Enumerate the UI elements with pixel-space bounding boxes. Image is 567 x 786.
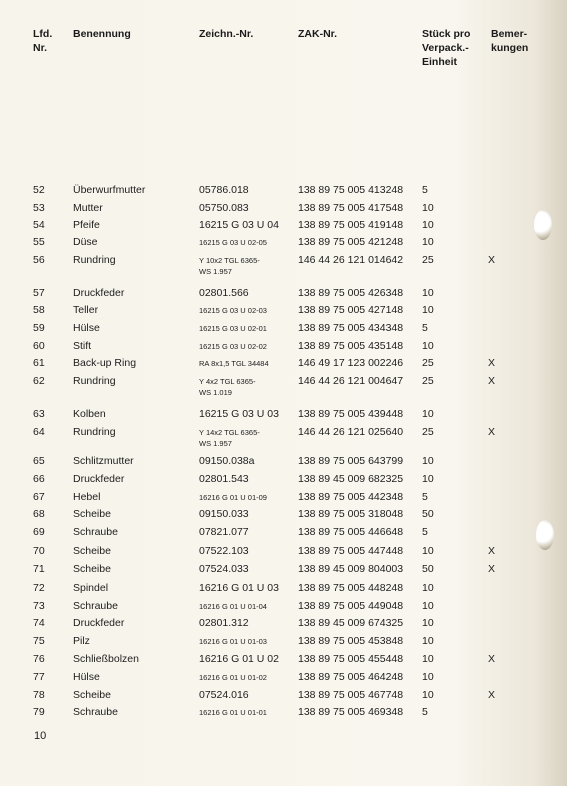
quantity-per-package: 25 (422, 254, 434, 266)
punch-hole-top (534, 210, 552, 240)
drawing-number: Y 10x2 TGL 6365- (199, 256, 260, 265)
quantity-per-package: 10 (422, 236, 434, 248)
drawing-number: 02801.543 (199, 473, 249, 485)
table-row (0, 426, 567, 448)
header-zak-nr: ZAK-Nr. (298, 28, 338, 40)
remark-mark: X (488, 563, 496, 575)
zak-number: 138 89 75 005 318048 (298, 508, 404, 520)
table-row (0, 236, 567, 252)
row-number: 56 (33, 254, 45, 266)
zak-number: 138 89 75 005 453848 (298, 635, 404, 647)
zak-number: 138 89 75 005 455448 (298, 653, 404, 665)
zak-number: 138 89 45 009 674325 (298, 617, 404, 629)
table-row (0, 563, 567, 579)
drawing-number: 02801.312 (199, 617, 249, 629)
part-name: Schraube (73, 600, 118, 612)
drawing-number: 16215 G 03 U 04 (199, 219, 279, 231)
drawing-number: 16216 G 01 U 01-02 (199, 673, 267, 682)
table-row (0, 600, 567, 616)
punch-hole-bottom (536, 520, 554, 550)
drawing-number-continued: WS 1.957 (199, 267, 232, 276)
zak-number: 138 89 75 005 421248 (298, 236, 404, 248)
part-name: Rundring (73, 426, 116, 438)
zak-number: 146 44 26 121 004647 (298, 375, 404, 387)
remark-mark: X (488, 653, 496, 665)
row-number: 59 (33, 322, 45, 334)
remark-mark: X (488, 357, 496, 369)
drawing-number: 16216 G 01 U 01-01 (199, 708, 267, 717)
table-row (0, 526, 567, 542)
row-number: 68 (33, 508, 45, 520)
table-row (0, 706, 567, 722)
quantity-per-package: 50 (422, 563, 434, 575)
row-number: 63 (33, 408, 45, 420)
quantity-per-package: 25 (422, 357, 434, 369)
remark-mark: X (488, 426, 496, 438)
part-name: Rundring (73, 375, 116, 387)
remark-mark: X (488, 689, 496, 701)
zak-number: 138 89 75 005 413248 (298, 184, 404, 196)
row-number: 67 (33, 491, 45, 503)
quantity-per-package: 10 (422, 600, 434, 612)
drawing-number: 16215 G 03 U 02-02 (199, 342, 267, 351)
drawing-number: 07524.033 (199, 563, 249, 575)
part-name: Scheibe (73, 689, 111, 701)
table-row (0, 689, 567, 705)
drawing-number: Y 14x2 TGL 6365- (199, 428, 260, 437)
quantity-per-package: 10 (422, 304, 434, 316)
part-name: Scheibe (73, 508, 111, 520)
part-name: Mutter (73, 202, 103, 214)
part-name: Pilz (73, 635, 90, 647)
quantity-per-package: 10 (422, 617, 434, 629)
row-number: 69 (33, 526, 45, 538)
table-row (0, 254, 567, 276)
quantity-per-package: 10 (422, 582, 434, 594)
row-number: 65 (33, 455, 45, 467)
row-number: 71 (33, 563, 45, 575)
drawing-number: 16215 G 03 U 03 (199, 408, 279, 420)
row-number: 64 (33, 426, 45, 438)
zak-number: 138 89 75 005 448248 (298, 582, 404, 594)
part-name: Kolben (73, 408, 106, 420)
row-number: 58 (33, 304, 45, 316)
row-number: 62 (33, 375, 45, 387)
quantity-per-package: 10 (422, 219, 434, 231)
drawing-number: 16215 G 03 U 02-05 (199, 238, 267, 247)
drawing-number: 16216 G 01 U 01-03 (199, 637, 267, 646)
quantity-per-package: 10 (422, 473, 434, 485)
quantity-per-package: 10 (422, 653, 434, 665)
table-row (0, 340, 567, 356)
zak-number: 146 44 26 121 025640 (298, 426, 404, 438)
page-number: 10 (34, 730, 47, 742)
quantity-per-package: 5 (422, 706, 428, 718)
header-lfd-nr: Lfd. Nr. (33, 28, 53, 54)
zak-number: 138 89 75 005 449048 (298, 600, 404, 612)
zak-number: 138 89 75 005 446648 (298, 526, 404, 538)
drawing-number: 05750.083 (199, 202, 249, 214)
part-name: Pfeife (73, 219, 100, 231)
quantity-per-package: 25 (422, 426, 434, 438)
quantity-per-package: 10 (422, 671, 434, 683)
header-bemerkungen: Bemer- kungen (491, 28, 529, 54)
drawing-number: 16216 G 01 U 02 (199, 653, 279, 665)
drawing-number: Y 4x2 TGL 6365- (199, 377, 256, 386)
table-row (0, 408, 567, 424)
table-row (0, 653, 567, 669)
row-number: 54 (33, 219, 45, 231)
zak-number: 138 89 75 005 426348 (298, 287, 404, 299)
table-row (0, 219, 567, 235)
part-name: Scheibe (73, 563, 111, 575)
drawing-number: RA 8x1,5 TGL 34484 (199, 359, 269, 368)
row-number: 74 (33, 617, 45, 629)
row-number: 53 (33, 202, 45, 214)
row-number: 55 (33, 236, 45, 248)
quantity-per-package: 10 (422, 545, 434, 557)
quantity-per-package: 10 (422, 689, 434, 701)
drawing-number: 16216 G 01 U 01-04 (199, 602, 267, 611)
row-number: 72 (33, 582, 45, 594)
part-name: Schraube (73, 526, 118, 538)
part-name: Teller (73, 304, 99, 316)
quantity-per-package: 5 (422, 491, 428, 503)
remark-mark: X (488, 375, 496, 387)
part-name: Hülse (73, 671, 100, 683)
table-row (0, 304, 567, 320)
zak-number: 138 89 75 005 439448 (298, 408, 404, 420)
table-row (0, 473, 567, 489)
row-number: 78 (33, 689, 45, 701)
part-name: Düse (73, 236, 98, 248)
quantity-per-package: 10 (422, 455, 434, 467)
quantity-per-package: 10 (422, 287, 434, 299)
part-name: Spindel (73, 582, 109, 594)
zak-number: 138 89 75 005 442348 (298, 491, 404, 503)
quantity-per-package: 10 (422, 340, 434, 352)
row-number: 75 (33, 635, 45, 647)
part-name: Back-up Ring (73, 357, 137, 369)
table-row (0, 545, 567, 561)
table-row (0, 375, 567, 397)
table-row (0, 287, 567, 303)
zak-number: 138 89 75 005 435148 (298, 340, 404, 352)
drawing-number-continued: WS 1.019 (199, 388, 232, 397)
table-row (0, 202, 567, 218)
part-name: Schließbolzen (73, 653, 139, 665)
zak-number: 138 89 75 005 434348 (298, 322, 404, 334)
table-row (0, 322, 567, 338)
quantity-per-package: 10 (422, 202, 434, 214)
table-row (0, 491, 567, 507)
table-row (0, 582, 567, 598)
table-row (0, 635, 567, 651)
part-name: Hülse (73, 322, 100, 334)
zak-number: 146 49 17 123 002246 (298, 357, 404, 369)
table-row (0, 508, 567, 524)
part-name: Schraube (73, 706, 118, 718)
part-name: Scheibe (73, 545, 111, 557)
header-stueck-pro-einheit: Stück pro Verpack.- Einheit (422, 28, 471, 68)
zak-number: 146 44 26 121 014642 (298, 254, 404, 266)
quantity-per-package: 5 (422, 322, 428, 334)
drawing-number: 07524.016 (199, 689, 249, 701)
drawing-number: 02801.566 (199, 287, 249, 299)
zak-number: 138 89 75 005 467748 (298, 689, 404, 701)
part-name: Hebel (73, 491, 101, 503)
header-benennung: Benennung (73, 28, 131, 40)
part-name: Schlitzmutter (73, 455, 134, 467)
drawing-number: 09150.038a (199, 455, 255, 467)
table-row (0, 671, 567, 687)
drawing-number: 07522.103 (199, 545, 249, 557)
table-row (0, 617, 567, 633)
table-row (0, 357, 567, 373)
part-name: Überwurfmutter (73, 184, 146, 196)
zak-number: 138 89 75 005 417548 (298, 202, 404, 214)
quantity-per-package: 5 (422, 184, 428, 196)
part-name: Stift (73, 340, 92, 352)
drawing-number: 05786.018 (199, 184, 249, 196)
row-number: 70 (33, 545, 45, 557)
table-row (0, 184, 567, 200)
table-row (0, 455, 567, 471)
row-number: 61 (33, 357, 45, 369)
part-name: Rundring (73, 254, 116, 266)
row-number: 57 (33, 287, 45, 299)
quantity-per-package: 10 (422, 635, 434, 647)
quantity-per-package: 50 (422, 508, 434, 520)
row-number: 73 (33, 600, 45, 612)
zak-number: 138 89 75 005 464248 (298, 671, 404, 683)
quantity-per-package: 25 (422, 375, 434, 387)
drawing-number: 09150.033 (199, 508, 249, 520)
remark-mark: X (488, 254, 496, 266)
row-number: 79 (33, 706, 45, 718)
row-number: 77 (33, 671, 45, 683)
row-number: 76 (33, 653, 45, 665)
drawing-number: 16216 G 01 U 01-09 (199, 493, 267, 502)
drawing-number: 16215 G 03 U 02-03 (199, 306, 267, 315)
row-number: 52 (33, 184, 45, 196)
zak-number: 138 89 75 005 419148 (298, 219, 404, 231)
drawing-number-continued: WS 1.957 (199, 439, 232, 448)
drawing-number: 16215 G 03 U 02-01 (199, 324, 267, 333)
zak-number: 138 89 75 005 427148 (298, 304, 404, 316)
zak-number: 138 89 75 005 469348 (298, 706, 404, 718)
zak-number: 138 89 75 005 643799 (298, 455, 404, 467)
part-name: Druckfeder (73, 473, 125, 485)
drawing-number: 07821.077 (199, 526, 249, 538)
zak-number: 138 89 45 009 804003 (298, 563, 404, 575)
row-number: 66 (33, 473, 45, 485)
zak-number: 138 89 45 009 682325 (298, 473, 404, 485)
quantity-per-package: 5 (422, 526, 428, 538)
remark-mark: X (488, 545, 496, 557)
zak-number: 138 89 75 005 447448 (298, 545, 404, 557)
part-name: Druckfeder (73, 617, 125, 629)
header-zeichnungs-nr: Zeichn.-Nr. (199, 28, 254, 40)
part-name: Druckfeder (73, 287, 125, 299)
drawing-number: 16216 G 01 U 03 (199, 582, 279, 594)
row-number: 60 (33, 340, 45, 352)
quantity-per-package: 10 (422, 408, 434, 420)
